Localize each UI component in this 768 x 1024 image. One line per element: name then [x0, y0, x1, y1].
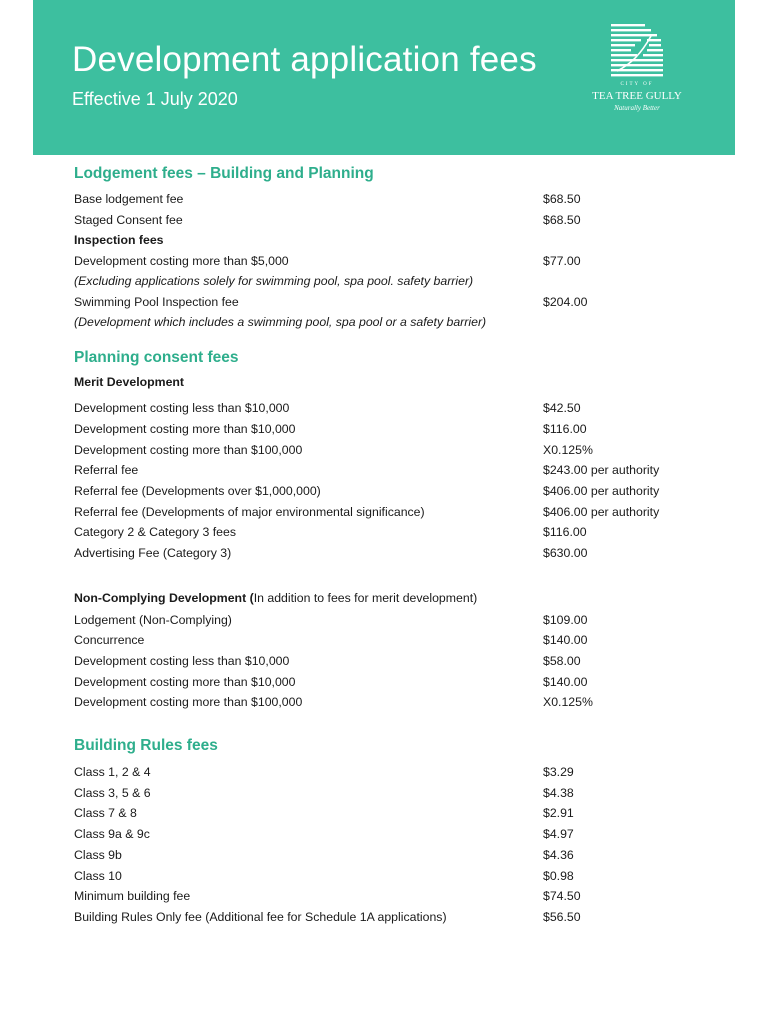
- fee-label: Minimum building fee: [74, 889, 191, 904]
- fee-row: [74, 419, 694, 440]
- fee-value: $77.00: [543, 254, 581, 269]
- fee-note: (Development which includes a swimming pool, spa pool or a safety barrier): [74, 314, 487, 329]
- fee-row: [74, 610, 694, 631]
- fee-content: [74, 164, 694, 928]
- fee-row: [74, 692, 694, 713]
- lodgement-section: [74, 164, 694, 331]
- fee-row: [74, 907, 694, 928]
- fee-label: Referral fee: [74, 463, 139, 478]
- fee-value: $42.50: [543, 401, 581, 416]
- fee-value: $56.50: [543, 909, 581, 924]
- section-title-planning: Planning consent fees: [74, 348, 239, 366]
- fee-label: Development costing more than $10,000: [74, 421, 296, 436]
- fee-label: Class 9b: [74, 847, 122, 862]
- fee-row: [74, 292, 694, 331]
- fee-label: Concurrence: [74, 633, 145, 648]
- fee-row: [74, 440, 694, 461]
- fee-value: $116.00: [543, 421, 587, 436]
- logo-name: TEA TREE GULLY: [592, 90, 682, 102]
- fee-label: Base lodgement fee: [74, 192, 184, 206]
- fee-label: Development costing less than $10,000: [74, 401, 290, 416]
- fee-label: Development costing more than $5,000: [74, 254, 289, 269]
- fee-value: $3.29: [543, 765, 574, 780]
- fee-label: Advertising Fee (Category 3): [74, 546, 232, 561]
- fee-value: $140.00: [543, 674, 588, 689]
- fee-value: X0.125%: [543, 442, 593, 457]
- subheading-merit: Merit Development: [74, 374, 185, 389]
- fee-value: $4.97: [543, 827, 574, 842]
- fee-label: Building Rules Only fee (Additional fee for Schedule 1A applications): [74, 909, 447, 924]
- fee-label: Staged Consent fee: [74, 212, 183, 227]
- fee-row: [74, 543, 694, 564]
- fee-value: $4.36: [543, 847, 574, 862]
- fee-label: Referral fee (Developments of major environmental significance): [74, 504, 425, 519]
- council-logo: [589, 22, 685, 122]
- fee-label: Swimming Pool Inspection fee: [74, 294, 239, 309]
- building-section: [74, 736, 694, 928]
- fee-value: $74.50: [543, 889, 581, 904]
- fee-row: [74, 502, 694, 523]
- fee-label: Referral fee (Developments over $1,000,000): [74, 484, 321, 499]
- fee-value: $630.00: [543, 546, 588, 561]
- fee-row: [74, 630, 694, 651]
- fee-value: $109.00: [543, 612, 588, 627]
- logo-mark-icon: [611, 24, 663, 82]
- fee-value: $58.00: [543, 653, 581, 668]
- fee-row: [74, 783, 694, 804]
- fee-label: Development costing more than $100,000: [74, 695, 303, 710]
- fee-row: [74, 866, 694, 887]
- fee-value: $140.00: [543, 633, 588, 648]
- fee-row: [74, 803, 694, 824]
- fee-row: [74, 481, 694, 502]
- fee-value: $68.50: [543, 212, 581, 227]
- logo-city-of: CITY OF: [620, 82, 654, 87]
- fee-value: $204.00: [543, 294, 588, 309]
- subheading-inspection: Inspection fees: [74, 233, 164, 248]
- section-title-lodgement: Lodgement fees – Building and Planning: [74, 165, 374, 182]
- fee-row: [74, 189, 694, 210]
- fee-row: [74, 398, 694, 419]
- fee-row: [74, 845, 694, 866]
- fee-label: Class 10: [74, 868, 122, 883]
- fee-value: $68.50: [543, 192, 581, 206]
- fee-value: $116.00: [543, 525, 587, 540]
- fee-label: Class 3, 5 & 6: [74, 785, 151, 800]
- fee-value: $406.00 per authority: [543, 484, 660, 499]
- fee-label: Lodgement (Non-Complying): [74, 612, 232, 627]
- fee-value: $406.00 per authority: [543, 504, 660, 519]
- fee-row: [74, 886, 694, 907]
- header-banner: [33, 0, 735, 155]
- fee-label: Class 9a & 9c: [74, 827, 150, 842]
- subheading-noncomplying-note: In addition to fees for merit development): [253, 590, 478, 605]
- fee-row: [74, 460, 694, 481]
- section-title-building: Building Rules fees: [74, 737, 218, 755]
- fee-note: (Excluding applications solely for swimming pool, spa pool. safety barrier): [74, 273, 474, 288]
- fee-label: Class 1, 2 & 4: [74, 765, 151, 780]
- fee-row: [74, 651, 694, 672]
- fee-label: Development costing less than $10,000: [74, 653, 290, 668]
- fee-value: $0.98: [543, 868, 574, 883]
- planning-section: [74, 348, 694, 714]
- fee-label: Development costing more than $100,000: [74, 442, 303, 457]
- fee-row: [74, 522, 694, 543]
- page-title: Development application fees: [72, 40, 537, 79]
- subheading-noncomplying-bold: Non-Complying Development (: [74, 590, 254, 605]
- fee-row: [74, 824, 694, 845]
- fee-row: [74, 762, 694, 783]
- fee-value: $4.38: [543, 785, 574, 800]
- fee-row: [74, 251, 694, 290]
- fee-label: Category 2 & Category 3 fees: [74, 525, 236, 540]
- fee-row: [74, 210, 694, 231]
- fee-label: Development costing more than $10,000: [74, 674, 296, 689]
- fee-value: X0.125%: [543, 695, 593, 710]
- fee-label: Class 7 & 8: [74, 806, 137, 821]
- fee-value: $2.91: [543, 806, 574, 821]
- fee-value: $243.00 per authority: [543, 463, 660, 478]
- page-subtitle: Effective 1 July 2020: [72, 89, 238, 109]
- fee-row: [74, 672, 694, 693]
- logo-tagline: Naturally Better: [614, 104, 660, 112]
- subheading-noncomplying: [74, 588, 694, 609]
